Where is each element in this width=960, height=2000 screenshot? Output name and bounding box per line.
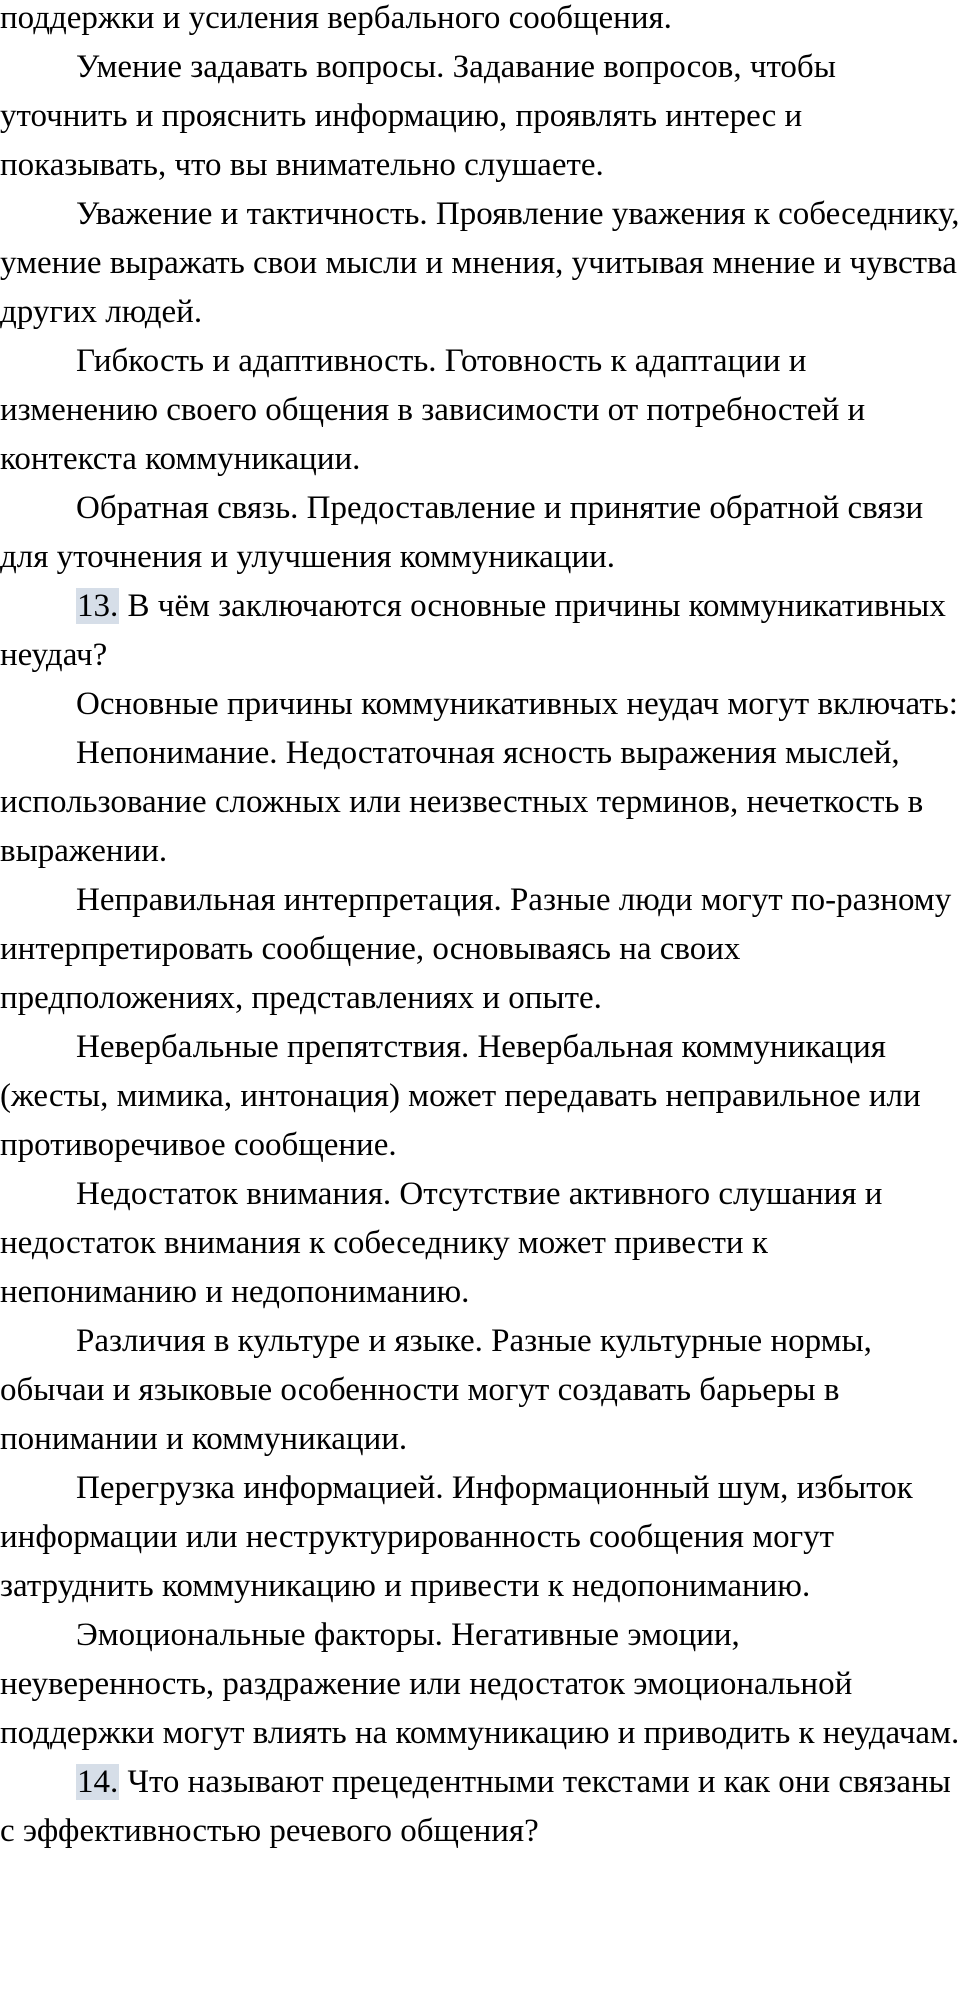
paragraph-flexibility: Гибкость и адаптивность. Готовность к адаптации и изменению своего общения в зависимости от потребностей и контекста коммуникации. (0, 343, 866, 477)
paragraph-misunderstanding: Непонимание. Недостаточная ясность выражения мыслей, использование сложных или неизвестных терминов, нечеткость в выражении. (0, 735, 924, 869)
question-14 (0, 1758, 960, 1856)
paragraph-lack-of-attention: Недостаток внимания. Отсутствие активного слушания и недостаток внимания к собеседнику может привести к непониманию и недопониманию. (0, 1176, 883, 1310)
question-13-text: В чём заключаются основные причины коммуникативных неудач? (0, 588, 946, 673)
paragraph-wrong-interpretation: Неправильная интерпретация. Разные люди могут по-разному интерпретировать сообщение, основываясь на своих предположениях, представлениях и опыте. (0, 882, 952, 1016)
paragraph-nonverbal-obstacles: Невербальные препятствия. Невербальная коммуникация (жесты, мимика, интонация) может передавать неправильное или противоречивое сообщение. (0, 1029, 921, 1163)
question-number-13: 13. (77, 588, 119, 624)
paragraph-continuation: поддержки и усиления вербального сообщения. (0, 0, 672, 36)
paragraph-feedback: Обратная связь. Предоставление и принятие обратной связи для уточнения и улучшения коммуникации. (0, 490, 924, 575)
question-number-14: 14. (77, 1764, 119, 1800)
paragraph-respect-tact: Уважение и тактичность. Проявление уважения к собеседнику, умение выражать свои мысли и мнения, учитывая мнение и чувства других людей. (0, 196, 960, 330)
paragraph-information-overload: Перегрузка информацией. Информационный шум, избыток информации или неструктурированность сообщения могут затруднить коммуникацию и привести к недопониманию. (0, 1470, 913, 1604)
paragraph-asking-questions: Умение задавать вопросы. Задавание вопросов, чтобы уточнить и прояснить информацию, проявлять интерес и показывать, что вы внимательно слушаете. (0, 49, 836, 183)
question-14-text: Что называют прецедентными текстами и как они связаны с эффективностью речевого общения? (0, 1764, 951, 1849)
question-13 (0, 582, 960, 680)
paragraph-main-causes: Основные причины коммуникативных неудач могут включать: (76, 686, 958, 722)
paragraph-emotional-factors: Эмоциональные факторы. Негативные эмоции, неуверенность, раздражение или недостаток эмоциональной поддержки могут влиять на коммуникацию и приводить к неудачам. (0, 1617, 960, 1751)
paragraph-culture-language: Различия в культуре и языке. Разные культурные нормы, обычаи и языковые особенности могут создавать барьеры в понимании и коммуникации. (0, 1323, 872, 1457)
